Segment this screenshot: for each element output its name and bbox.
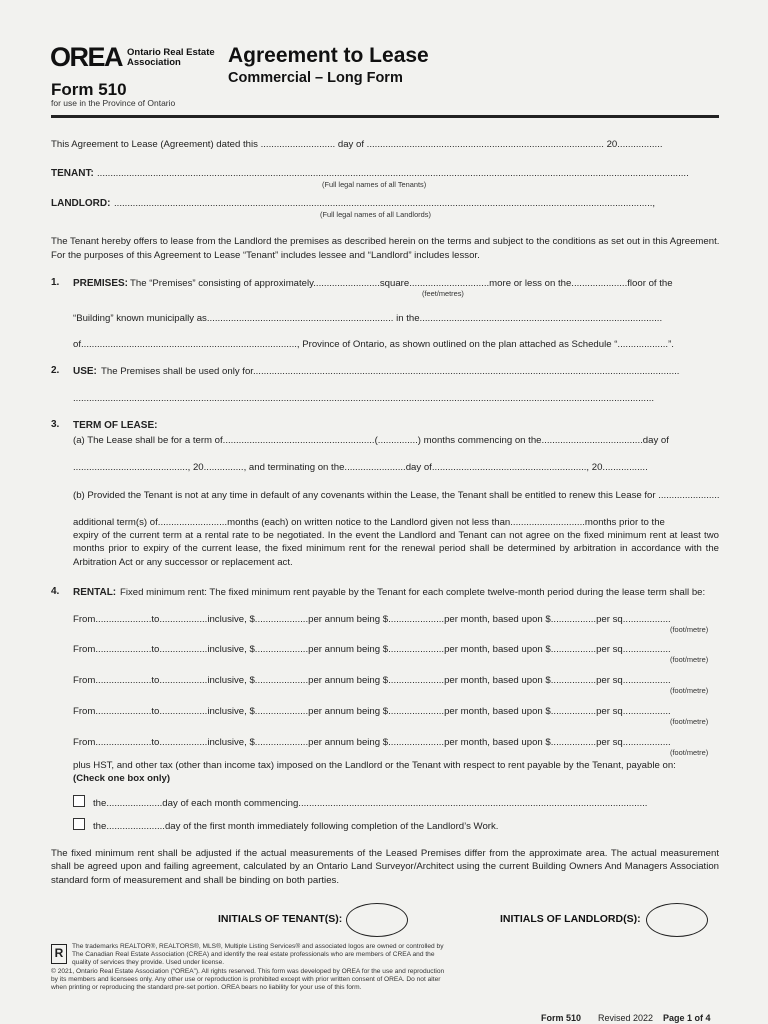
landlord-label: LANDLORD: xyxy=(51,198,111,209)
rent-adjustment-paragraph: The fixed minimum rent shall be adjusted if the actual measurements of the Leased Premises differ from the approximate area. The actual measurement shall be agreed upon and failing agreement, calculated by an Ontario Land Surveyor/Architect using the current Building Owners And Managers Association standard form of measurement and shall be binding on both parties. xyxy=(51,848,719,886)
payment-option-2-checkbox[interactable] xyxy=(73,818,85,830)
page-subtitle: Commercial – Long Form xyxy=(228,70,403,86)
footer-revised: Revised 2022 xyxy=(598,1013,654,1023)
rental-unit-caption: (foot/metre) xyxy=(670,717,709,726)
page-title: Agreement to Lease xyxy=(228,44,429,67)
premises-label: PREMISES: xyxy=(73,278,129,289)
section-1-number: 1. xyxy=(51,277,60,288)
rental-row[interactable]: From.....................to..................inclusive, $....................per annum being $.....................per month, based upon $.................per sq.................. xyxy=(73,737,671,748)
tenant-field[interactable]: .............................................................................................................................................................................................................................. xyxy=(97,168,689,179)
use-line-1[interactable]: The Premises shall be used only for................................................................................................................................................................ xyxy=(101,366,680,377)
landlord-field[interactable]: .........................................................................................................................................................................................................., xyxy=(114,198,656,209)
header-rule xyxy=(51,115,719,118)
term-label: TERM OF LEASE: xyxy=(73,420,158,431)
rental-row[interactable]: From.....................to..................inclusive, $....................per annum being $.....................per month, based upon $.................per sq.................. xyxy=(73,644,671,655)
landlord-initials-box[interactable] xyxy=(646,903,708,937)
tenant-initials-label: INITIALS OF TENANT(S): xyxy=(218,913,343,925)
use-label: USE: xyxy=(73,366,97,377)
section-2-number: 2. xyxy=(51,365,60,376)
rental-unit-caption: (foot/metre) xyxy=(670,748,709,757)
fine-print-2: The Canadian Real Estate Association (CREA) and identify the real estate professionals who are members of CREA and the xyxy=(72,951,435,958)
logo-mark: OREA xyxy=(50,42,123,72)
footer-page-number: Page 1 of 4 xyxy=(663,1013,711,1023)
term-renewal-paragraph: expiry of the current term at a rental rate to be negotiated. In the event the Landlord and Tenant can not agree on the fixed minimum rent at least two months prior to expiry of the current lease, the fixed minimum rent for the renewal period shall be determined by arbitration in accordance with the Arbitration Act or any successor or replacement act. xyxy=(73,530,719,568)
section-4-number: 4. xyxy=(51,586,60,597)
fine-print-1: The trademarks REALTOR®, REALTORS®, MLS®, Multiple Listing Services® and associated logos are owned or controlled by xyxy=(72,943,444,950)
rental-row[interactable]: From.....................to..................inclusive, $....................per annum being $.....................per month, based upon $.................per sq.................. xyxy=(73,614,671,625)
footer-form-number: Form 510 xyxy=(541,1013,582,1023)
check-one-note: (Check one box only) xyxy=(73,773,171,784)
fine-print-6: when printing or reproducing the standard pre-set portion. OREA bears no liability for your use of this form. xyxy=(51,984,362,991)
tenant-caption: (Full legal names of all Tenants) xyxy=(322,180,427,189)
rental-row[interactable]: From.....................to..................inclusive, $....................per annum being $.....................per month, based upon $.................per sq.................. xyxy=(73,706,671,717)
term-line-b1[interactable]: (b) Provided the Tenant is not at any time in default of any covenants within the Lease, the Tenant shall be entitled to renew this Lease for ....................... xyxy=(73,490,720,501)
term-line-a1[interactable]: (a) The Lease shall be for a term of.........................................................(...............) months commencing on the......................................day of xyxy=(73,435,669,446)
payment-option-1-checkbox[interactable] xyxy=(73,795,85,807)
rental-intro: Fixed minimum rent: The fixed minimum rent payable by the Tenant for each complete twelve-month period during the lease term shall be: xyxy=(120,587,706,598)
realtor-logo-icon: R xyxy=(51,944,67,964)
premises-line-2[interactable]: “Building” known municipally as...................................................................... in the........................................................................................... xyxy=(73,313,663,324)
tenant-initials-box[interactable] xyxy=(346,903,408,937)
fine-print-3: quality of services they provide. Used under license. xyxy=(72,959,225,966)
offer-line-1: The Tenant hereby offers to lease from the Landlord the premises as described herein on the terms and subject to the conditions as set out in this Agreement. xyxy=(51,236,720,247)
tenant-label: TENANT: xyxy=(51,168,94,179)
form-subtitle: for use in the Province of Ontario xyxy=(51,98,176,108)
offer-line-2: For the purposes of this Agreement to Lease “Tenant” includes lessee and “Landlord” includes lessor. xyxy=(51,250,480,261)
dated-line[interactable]: This Agreement to Lease (Agreement) dated this ............................ day of ......................................................................................... 20................. xyxy=(51,139,663,150)
rental-row[interactable]: From.....................to..................inclusive, $....................per annum being $.....................per month, based upon $.................per sq.................. xyxy=(73,675,671,686)
landlord-caption: (Full legal names of all Landlords) xyxy=(320,210,431,219)
rental-unit-caption: (foot/metre) xyxy=(670,625,709,634)
rental-label: RENTAL: xyxy=(73,587,117,598)
rental-unit-caption: (foot/metre) xyxy=(670,655,709,664)
fine-print-4: © 2021, Ontario Real Estate Association (“OREA”). All rights reserved. This form was developed by OREA for the use and reproduction xyxy=(51,968,445,975)
logo-line-1: Ontario Real Estate xyxy=(127,46,215,58)
hst-line: plus HST, and other tax (other than income tax) imposed on the Landlord or the Tenant with respect to rent payable by the Tenant, payable on: xyxy=(73,760,676,771)
fine-print-5: by its members and licensees only. Any other use or reproduction is prohibited except with prior written consent of OREA. Do not alter xyxy=(51,976,441,983)
premises-line-1[interactable]: The “Premises” consisting of approximately.........................square..............................more or less on the.....................floor of the xyxy=(130,278,673,289)
premises-unit-caption: (feet/metres) xyxy=(422,289,464,298)
payment-option-1-text[interactable]: the.....................day of each month commencing................................................................................................................................... xyxy=(93,798,648,809)
logo-text xyxy=(127,48,215,68)
term-line-b2[interactable]: additional term(s) of..........................months (each) on written notice to the Landlord given not less than............................months prior to the xyxy=(73,517,665,528)
section-3-number: 3. xyxy=(51,419,60,430)
landlord-initials-label: INITIALS OF LANDLORD(S): xyxy=(500,913,641,925)
orea-logo xyxy=(50,44,215,71)
logo-line-2: Association xyxy=(127,56,181,68)
use-line-2[interactable]: .......................................................................................................................................................................................................................... xyxy=(73,393,655,404)
term-line-a2[interactable]: ..........................................., 20..............., and terminating on the.......................day of.........................................................., 20................. xyxy=(73,462,648,473)
payment-option-2-text[interactable]: the......................day of the first month immediately following completion of the Landlord’s Work. xyxy=(93,821,499,832)
rental-unit-caption: (foot/metre) xyxy=(670,686,709,695)
form-number: Form 510 xyxy=(51,80,127,99)
premises-line-3[interactable]: of................................................................................., Province of Ontario, as shown outlined on the plan attached as Schedule “...................”. xyxy=(73,339,674,350)
